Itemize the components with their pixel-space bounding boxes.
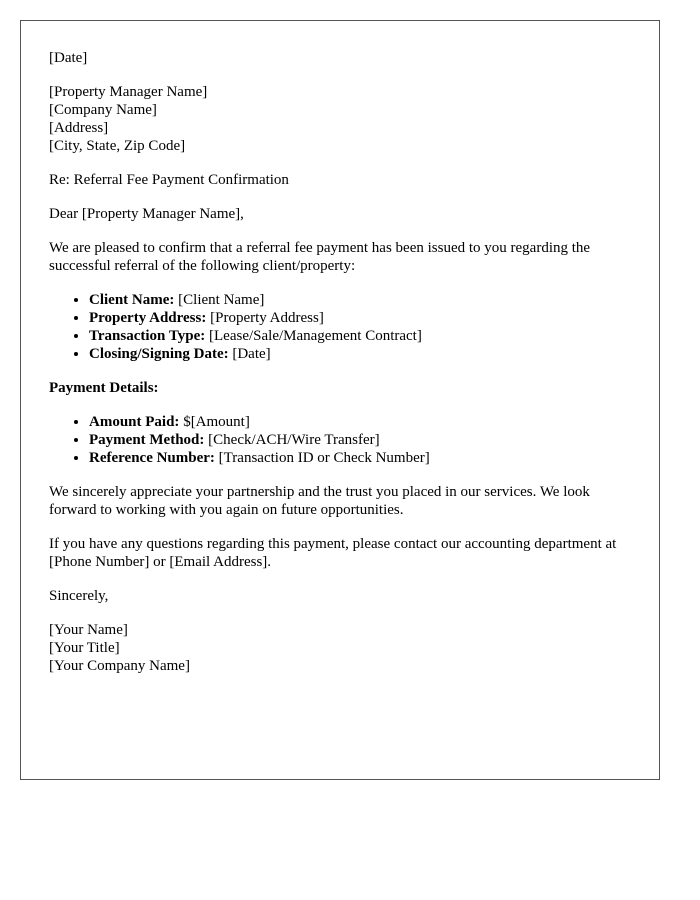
item-label: Reference Number: — [89, 450, 215, 466]
item-value: [Check/ACH/Wire Transfer] — [208, 432, 380, 448]
item-label: Transaction Type: — [89, 328, 206, 344]
sender-signature-block — [49, 621, 631, 675]
referral-details-list — [49, 291, 631, 363]
letter-closing: Sincerely, — [49, 588, 109, 604]
list-item — [89, 431, 631, 449]
letter-subject: Re: Referral Fee Payment Confirmation — [49, 172, 289, 188]
recipient-city-state-zip: [City, State, Zip Code] — [49, 138, 186, 154]
contact-paragraph: If you have any questions regarding this payment, please contact our accounting department at [Phone Number] or [Email Address]. — [49, 536, 617, 570]
sender-title: [Your Title] — [49, 640, 120, 656]
letter-page — [20, 20, 660, 780]
item-value: [Client Name] — [178, 292, 265, 308]
sender-company: [Your Company Name] — [49, 658, 190, 674]
list-item — [89, 327, 631, 345]
item-label: Payment Method: — [89, 432, 205, 448]
list-item — [89, 309, 631, 327]
recipient-company: [Company Name] — [49, 102, 157, 118]
list-item — [89, 449, 631, 467]
recipient-address: [Address] — [49, 120, 109, 136]
item-value: [Date] — [232, 346, 271, 362]
list-item — [89, 291, 631, 309]
recipient-name: [Property Manager Name] — [49, 84, 208, 100]
item-label: Property Address: — [89, 310, 207, 326]
list-item — [89, 413, 631, 431]
letter-salutation: Dear [Property Manager Name], — [49, 206, 244, 222]
list-item — [89, 345, 631, 363]
item-value: [Transaction ID or Check Number] — [218, 450, 430, 466]
payment-details-list — [49, 413, 631, 467]
item-value: [Lease/Sale/Management Contract] — [209, 328, 422, 344]
recipient-address-block — [49, 83, 631, 155]
item-value: $[Amount] — [183, 414, 250, 430]
sender-name: [Your Name] — [49, 622, 128, 638]
item-label: Closing/Signing Date: — [89, 346, 229, 362]
payment-details-heading: Payment Details: — [49, 380, 159, 396]
item-label: Client Name: — [89, 292, 175, 308]
item-label: Amount Paid: — [89, 414, 180, 430]
item-value: [Property Address] — [210, 310, 324, 326]
appreciation-paragraph: We sincerely appreciate your partnership and the trust you placed in our services. We look forward to working with you again on future opportunities. — [49, 484, 590, 518]
letter-date: [Date] — [49, 50, 88, 66]
intro-paragraph: We are pleased to confirm that a referral fee payment has been issued to you regarding the successful referral of the following client/property: — [49, 240, 591, 274]
